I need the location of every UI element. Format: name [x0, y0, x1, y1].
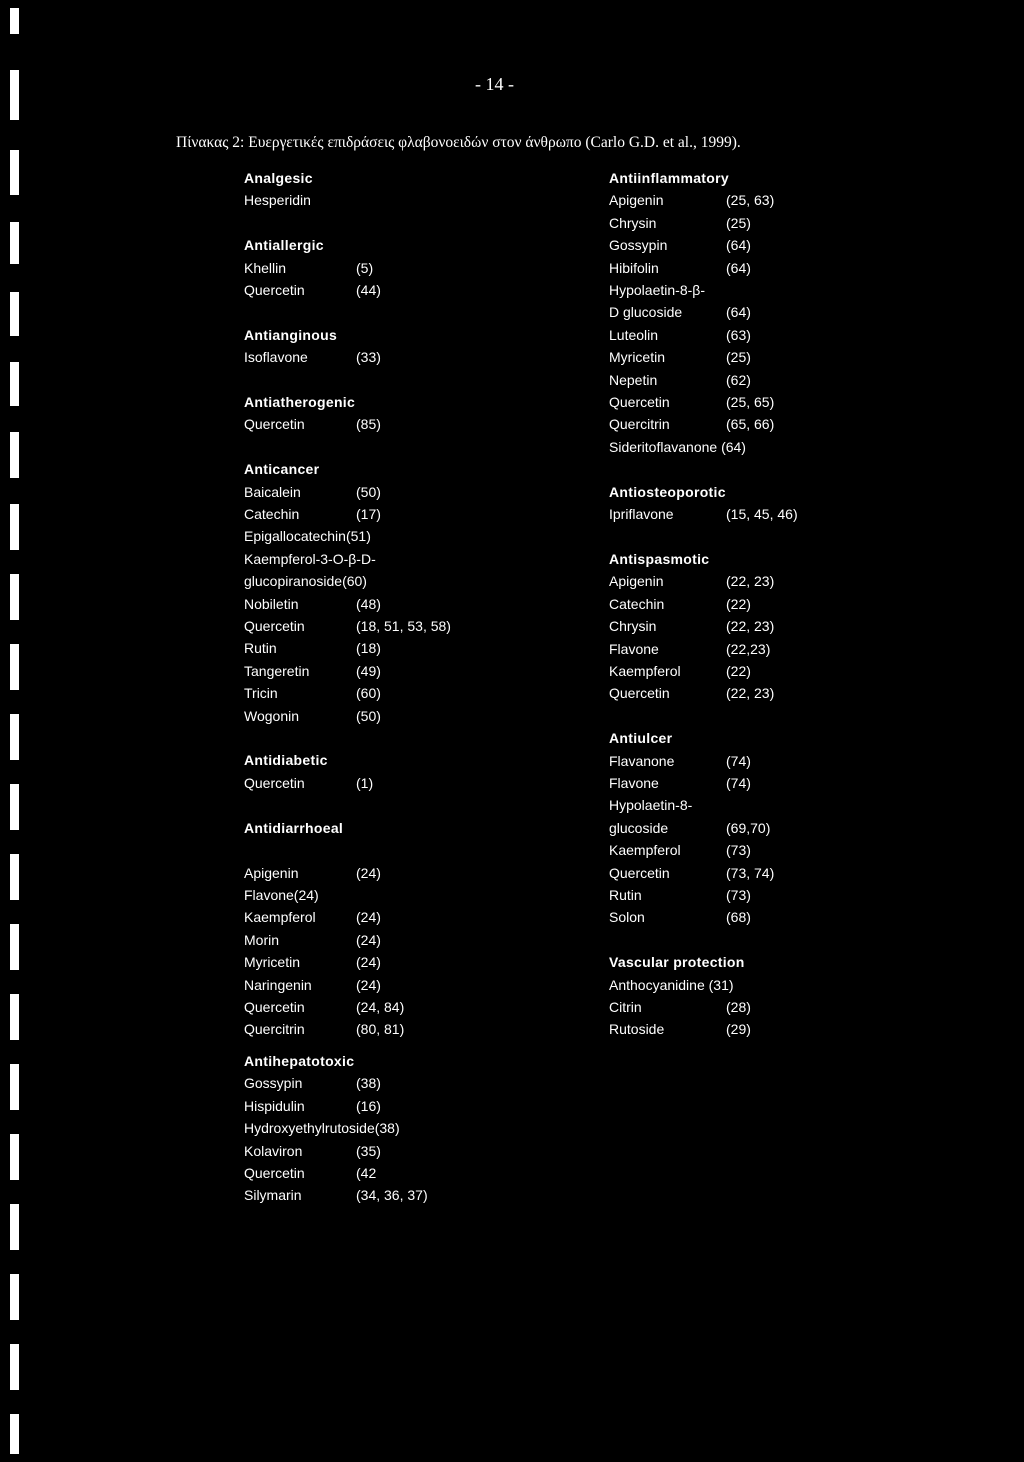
category-title: Antiinflammatory — [609, 170, 729, 186]
reference-numbers: (64) — [726, 259, 751, 276]
flavonoid-name: Tricin — [244, 685, 278, 702]
flavonoid-row — [609, 615, 939, 637]
flavonoid-row — [609, 391, 939, 413]
flavonoid-name: Solon — [609, 909, 645, 926]
flavonoid-name: Hibifolin — [609, 259, 659, 276]
flavonoid-name: Quercetin — [609, 394, 670, 411]
flavonoid-row — [244, 481, 574, 503]
reference-numbers: (24) — [356, 954, 381, 971]
flavonoid-row — [244, 682, 574, 704]
edge-mark — [10, 222, 19, 264]
reference-numbers: (64) — [726, 304, 751, 321]
category-section — [244, 167, 574, 212]
flavonoid-name: Luteolin — [609, 326, 659, 343]
flavonoid-row — [609, 212, 939, 234]
flavonoid-name: Flavone — [609, 640, 659, 657]
reference-numbers: (24, 84) — [356, 998, 405, 1015]
reference-numbers: (73) — [726, 886, 751, 903]
reference-numbers: (22, 23) — [726, 573, 775, 590]
reference-numbers: (24) — [356, 864, 381, 881]
flavonoid-row — [244, 1072, 574, 1094]
flavonoid-row — [609, 346, 939, 368]
category-title: Anticancer — [244, 461, 320, 478]
flavonoid-name: glucoside — [609, 819, 669, 836]
edge-mark — [10, 924, 19, 970]
reference-numbers: (17) — [356, 506, 381, 523]
category-section — [609, 951, 939, 1041]
flavonoid-row — [609, 862, 939, 884]
flavonoid-row — [244, 593, 574, 615]
category-title: Antiulcer — [609, 730, 673, 747]
edge-mark — [10, 432, 19, 478]
reference-numbers: (73) — [726, 842, 751, 859]
reference-numbers: (1) — [356, 774, 374, 791]
reference-numbers: (33) — [356, 349, 381, 366]
flavonoid-name: Apigenin — [244, 864, 299, 881]
edge-mark — [10, 1344, 19, 1390]
reference-numbers: (15, 45, 46) — [726, 506, 798, 523]
flavonoid-row — [244, 929, 574, 951]
flavonoid-name: Gossypin — [609, 237, 668, 254]
flavonoid-row — [609, 638, 939, 660]
flavonoid-name: Baicalein — [244, 483, 301, 500]
edge-mark — [10, 574, 19, 620]
flavonoid-name: Kaempferol — [244, 909, 316, 926]
reference-numbers: (22) — [726, 595, 751, 612]
flavonoid-name: Kaempferol — [609, 842, 681, 859]
reference-numbers: (24) — [356, 976, 381, 993]
reference-numbers: (49) — [356, 662, 381, 679]
flavonoid-name: Hispidulin — [244, 1097, 305, 1114]
category-section — [609, 167, 939, 458]
flavonoid-row — [244, 346, 574, 368]
edge-mark — [10, 362, 19, 406]
flavonoid-name: Catechin — [244, 506, 300, 523]
flavonoid-name: Kolaviron — [244, 1142, 303, 1159]
flavonoid-row — [244, 279, 574, 301]
reference-numbers: (60) — [356, 685, 381, 702]
category-title: Antiallergic — [244, 237, 324, 254]
flavonoid-row — [244, 839, 574, 861]
flavonoid-name: Epigallocatechin(51) — [244, 528, 371, 545]
edge-mark — [10, 1064, 19, 1110]
edge-mark — [10, 1204, 19, 1250]
category-title: Antiosteoporotic — [609, 483, 726, 500]
flavonoid-name: Quercetin — [609, 864, 670, 881]
page-number: - 14 - — [475, 74, 514, 94]
edge-mark — [10, 1274, 19, 1320]
flavonoid-row — [244, 862, 574, 884]
reference-numbers: (69,70) — [726, 819, 771, 836]
flavonoid-name: Nepetin — [609, 371, 658, 388]
flavonoid-name: Quercitrin — [244, 1021, 305, 1038]
edge-mark — [10, 784, 19, 830]
flavonoid-name: Naringenin — [244, 976, 312, 993]
reference-numbers: (25) — [726, 349, 751, 366]
reference-numbers: (44) — [356, 282, 381, 299]
reference-numbers: (35) — [356, 1142, 381, 1159]
reference-numbers: (48) — [356, 595, 381, 612]
category-title: Analgesic — [244, 170, 313, 186]
flavonoid-row — [244, 772, 574, 794]
flavonoid-name: Flavone — [609, 774, 659, 791]
flavonoid-name: Isoflavone — [244, 349, 308, 366]
flavonoid-name: Quercetin — [244, 618, 305, 635]
reference-numbers: (25, 63) — [726, 192, 775, 209]
flavonoid-name: Rutoside — [609, 1021, 665, 1038]
flavonoid-row — [609, 996, 939, 1018]
edge-mark — [10, 1414, 19, 1454]
flavonoid-row — [244, 413, 574, 435]
flavonoid-name: Khellin — [244, 259, 287, 276]
flavonoid-name: Quercetin — [244, 998, 305, 1015]
flavonoid-name: Citrin — [609, 998, 642, 1015]
reference-numbers: (80, 81) — [356, 1021, 405, 1038]
reference-numbers: (63) — [726, 326, 751, 343]
flavonoid-row — [609, 279, 939, 301]
edge-mark — [10, 8, 19, 34]
table-caption: Πίνακας 2: Ευεργετικές επιδράσεις φλαβονοειδών στον άνθρωπο (Carlo G.D. et al., 1999). — [176, 134, 741, 151]
category-title: Antispasmotic — [609, 550, 710, 567]
flavonoid-row — [244, 1140, 574, 1162]
flavonoid-name: Tangeretin — [244, 662, 310, 679]
category-section — [244, 749, 574, 794]
flavonoid-row — [244, 637, 574, 659]
reference-numbers: (34, 36, 37) — [356, 1187, 428, 1204]
bottom-column — [244, 1050, 574, 1229]
category-title: Antiatherogenic — [244, 394, 356, 411]
flavonoid-name: Quercetin — [244, 774, 305, 791]
flavonoid-row — [609, 324, 939, 346]
flavonoid-name: Hesperidin — [244, 192, 311, 209]
flavonoid-row — [244, 996, 574, 1018]
flavonoid-name: Chrysin — [609, 618, 657, 635]
reference-numbers: (25, 65) — [726, 394, 775, 411]
reference-numbers: (73, 74) — [726, 864, 775, 881]
flavonoid-name: Sideritoflavanone (64) — [609, 438, 746, 455]
flavonoid-row — [609, 839, 939, 861]
category-title: Antianginous — [244, 326, 338, 343]
flavonoid-row — [609, 884, 939, 906]
left-column — [244, 167, 574, 1063]
edge-mark — [10, 994, 19, 1040]
edge-mark — [10, 854, 19, 900]
edge-mark — [10, 70, 19, 120]
flavonoid-name: Rutin — [609, 886, 642, 903]
flavonoid-row — [244, 503, 574, 525]
flavonoid-row — [609, 413, 939, 435]
flavonoid-row — [244, 1095, 574, 1117]
edge-mark — [10, 644, 19, 690]
category-section — [244, 817, 574, 1041]
category-section — [244, 234, 574, 301]
flavonoid-row — [244, 189, 574, 211]
flavonoid-name: Gossypin — [244, 1075, 303, 1092]
category-section — [609, 548, 939, 705]
flavonoid-name: Wogonin — [244, 707, 300, 724]
flavonoid-name: Anthocyanidine (31) — [609, 976, 734, 993]
flavonoid-name: Quercetin — [244, 282, 305, 299]
reference-numbers: (22) — [726, 662, 751, 679]
flavonoid-name: Flavanone — [609, 752, 675, 769]
reference-numbers: (22, 23) — [726, 685, 775, 702]
edge-mark — [10, 504, 19, 550]
reference-numbers: (5) — [356, 259, 374, 276]
reference-numbers: (22,23) — [726, 640, 771, 657]
flavonoid-name: Flavone(24) — [244, 886, 319, 903]
flavonoid-row — [609, 1018, 939, 1040]
flavonoid-name: Nobiletin — [244, 595, 299, 612]
flavonoid-row — [244, 705, 574, 727]
flavonoid-row — [244, 525, 574, 547]
category-title: Vascular protection — [609, 954, 745, 971]
edge-mark — [10, 292, 19, 336]
category-section — [244, 458, 574, 727]
flavonoid-row — [609, 301, 939, 323]
reference-numbers: (74) — [726, 752, 751, 769]
reference-numbers: (38) — [356, 1075, 381, 1092]
flavonoid-row — [244, 1117, 574, 1139]
flavonoid-row — [609, 369, 939, 391]
reference-numbers: (22, 23) — [726, 618, 775, 635]
flavonoid-row — [244, 884, 574, 906]
reference-numbers: (18, 51, 53, 58) — [356, 618, 451, 635]
flavonoid-row — [244, 974, 574, 996]
reference-numbers: (42 — [356, 1165, 377, 1182]
category-section — [244, 391, 574, 436]
flavonoid-row — [609, 974, 939, 996]
flavonoid-row — [609, 436, 939, 458]
flavonoid-row — [609, 503, 939, 525]
reference-numbers: (50) — [356, 483, 381, 500]
flavonoid-row — [609, 772, 939, 794]
edge-mark — [10, 150, 19, 195]
flavonoid-name: Myricetin — [609, 349, 666, 366]
flavonoid-row — [609, 794, 939, 816]
edge-mark — [10, 1134, 19, 1180]
flavonoid-row — [609, 593, 939, 615]
flavonoid-row — [609, 189, 939, 211]
flavonoid-name: D glucoside — [609, 304, 683, 321]
flavonoid-name: Hydroxyethylrutoside(38) — [244, 1120, 400, 1137]
flavonoid-row — [609, 234, 939, 256]
flavonoid-row — [609, 906, 939, 928]
flavonoid-row — [609, 750, 939, 772]
flavonoid-name: Chrysin — [609, 214, 657, 231]
flavonoid-row — [244, 257, 574, 279]
flavonoid-name: Hypolaetin-8-β- — [609, 282, 705, 299]
flavonoid-name: Kaempferol-3-O-β-D- — [244, 550, 376, 567]
flavonoid-row — [609, 682, 939, 704]
flavonoid-row — [244, 1184, 574, 1206]
right-column — [609, 167, 939, 1063]
flavonoid-name: Catechin — [609, 595, 665, 612]
category-section — [244, 1050, 574, 1207]
reference-numbers: (29) — [726, 1021, 751, 1038]
category-title: Antidiarrhoeal — [244, 819, 344, 836]
reference-numbers: (62) — [726, 371, 751, 388]
flavonoid-name: Apigenin — [609, 573, 664, 590]
flavonoid-name: Kaempferol — [609, 662, 681, 679]
category-section — [244, 324, 574, 369]
flavonoid-name: glucopiranoside(60) — [244, 573, 367, 590]
flavonoid-row — [609, 817, 939, 839]
category-section — [609, 481, 939, 526]
flavonoid-name: Quercetin — [609, 685, 670, 702]
reference-numbers: (74) — [726, 774, 751, 791]
reference-numbers: (65, 66) — [726, 416, 775, 433]
flavonoid-name: Myricetin — [244, 954, 301, 971]
reference-numbers: (68) — [726, 909, 751, 926]
reference-numbers: (18) — [356, 640, 381, 657]
reference-numbers: (24) — [356, 909, 381, 926]
flavonoid-name: Quercetin — [244, 1165, 305, 1182]
edge-mark — [10, 714, 19, 760]
category-title: Antidiabetic — [244, 752, 328, 769]
flavonoid-name: Morin — [244, 931, 280, 948]
reference-numbers: (28) — [726, 998, 751, 1015]
flavonoid-row — [609, 570, 939, 592]
category-section — [609, 727, 939, 929]
flavonoid-row — [609, 257, 939, 279]
flavonoid-row — [244, 1018, 574, 1040]
reference-numbers: (25) — [726, 214, 751, 231]
flavonoid-row — [244, 951, 574, 973]
flavonoid-name: Ipriflavone — [609, 506, 674, 523]
flavonoid-row — [244, 615, 574, 637]
reference-numbers: (50) — [356, 707, 381, 724]
flavonoid-name: Quercitrin — [609, 416, 670, 433]
flavonoid-name: Apigenin — [609, 192, 664, 209]
category-title: Antihepatotoxic — [244, 1053, 355, 1069]
reference-numbers: (64) — [726, 237, 751, 254]
flavonoid-name: Hypolaetin-8- — [609, 797, 693, 814]
flavonoid-row — [609, 660, 939, 682]
reference-numbers: (85) — [356, 416, 381, 433]
reference-numbers: (24) — [356, 931, 381, 948]
reference-numbers: (16) — [356, 1097, 381, 1114]
flavonoid-row — [244, 660, 574, 682]
flavonoid-name: Rutin — [244, 640, 277, 657]
flavonoid-row — [244, 906, 574, 928]
flavonoid-name: Silymarin — [244, 1187, 302, 1204]
flavonoid-row — [244, 548, 574, 570]
flavonoid-row — [244, 570, 574, 592]
flavonoid-row — [244, 1162, 574, 1184]
flavonoid-name: Quercetin — [244, 416, 305, 433]
